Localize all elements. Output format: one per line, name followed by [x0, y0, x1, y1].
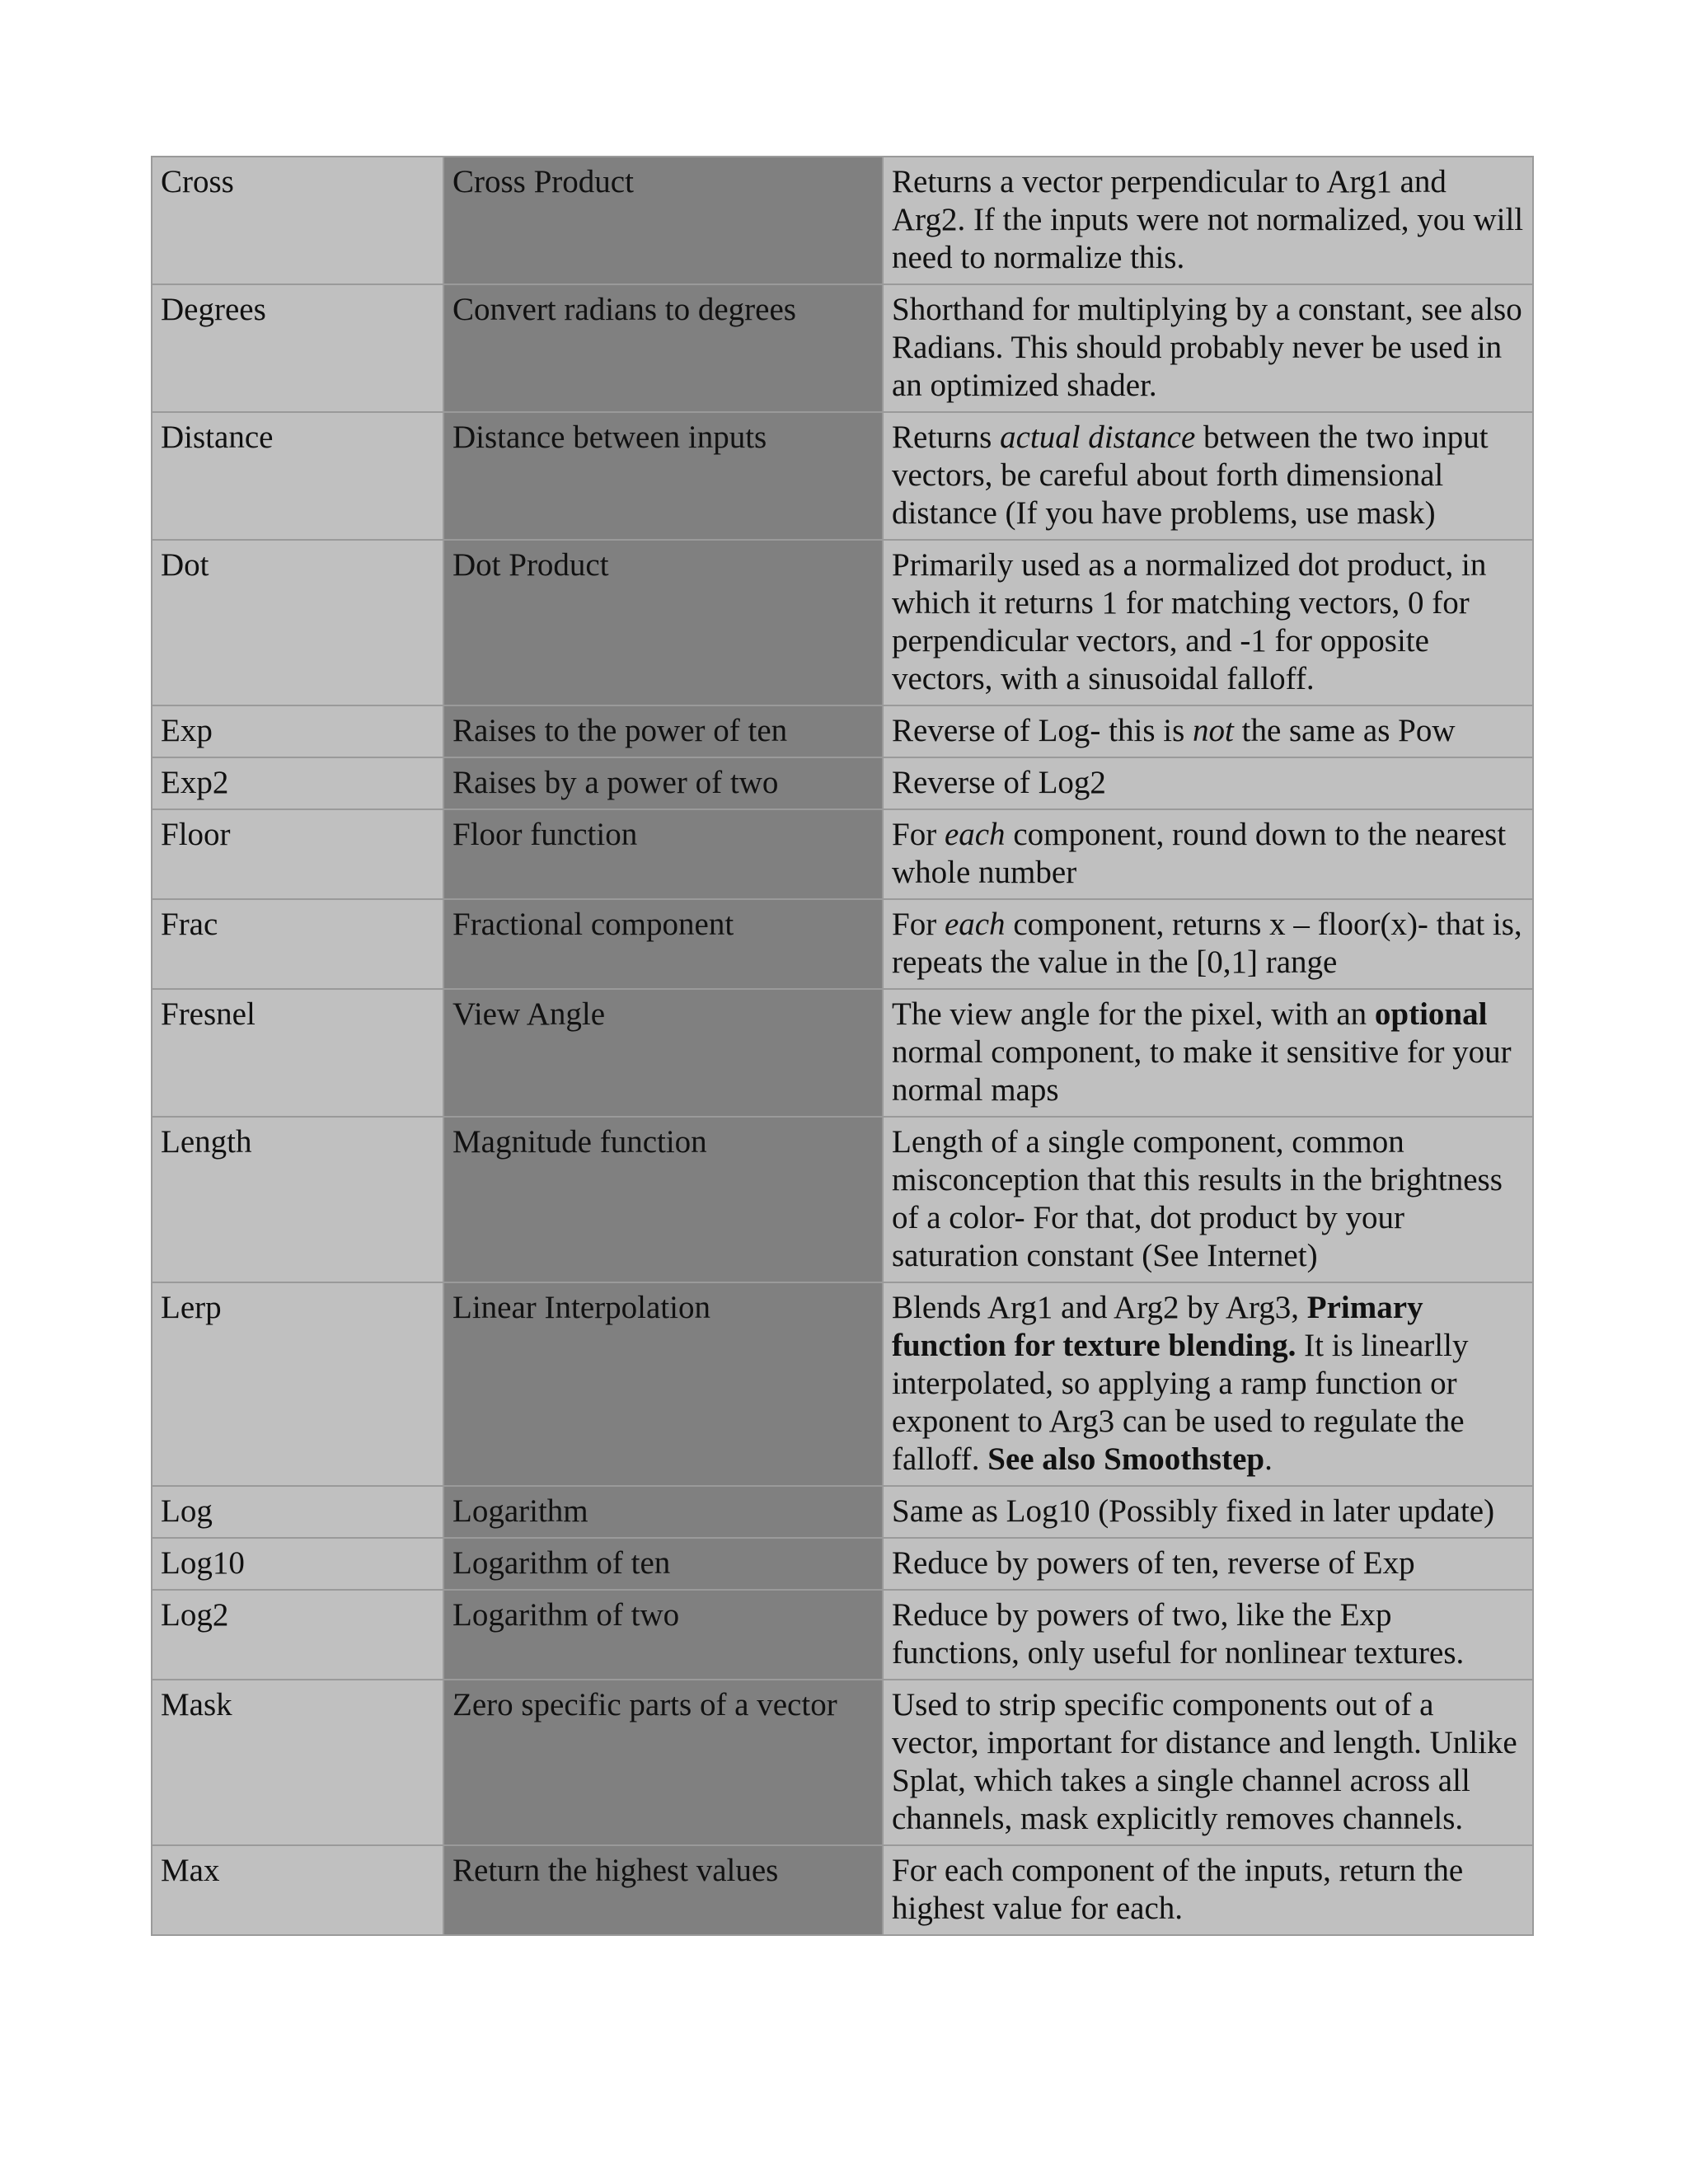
text-segment: Returns [892, 419, 1001, 455]
text-segment: For [892, 907, 945, 942]
italic-text-segment: each [944, 907, 1006, 942]
table-row [152, 284, 1533, 412]
text-segment: . [1264, 1441, 1273, 1477]
table-row [152, 412, 1533, 540]
function-description-cell [883, 1590, 1533, 1680]
table-row [152, 809, 1533, 899]
function-description-cell [883, 1538, 1533, 1590]
text-segment: Reverse of Log2 [892, 765, 1106, 800]
function-summary-cell: Convert radians to degrees [443, 284, 883, 412]
function-description-cell [883, 757, 1533, 809]
text-segment: Same as Log10 (Possibly fixed in later update) [892, 1493, 1495, 1529]
italic-text-segment: each [944, 817, 1006, 852]
function-name-cell: Cross [152, 157, 443, 284]
function-name-cell: Log2 [152, 1590, 443, 1680]
table-row [152, 1845, 1533, 1935]
text-segment: Used to strip specific components out of a vector, important for distance and length. Unlike Splat, which takes a single channel across all channels, mask explicitly removes channels. [892, 1687, 1517, 1836]
function-summary-cell: View Angle [443, 989, 883, 1117]
bold-text-segment: optional [1374, 996, 1488, 1032]
function-description-cell [883, 1845, 1533, 1935]
function-name-cell: Frac [152, 899, 443, 989]
function-summary-cell: Magnitude function [443, 1117, 883, 1282]
text-segment: For each component of the inputs, return the highest value for each. [892, 1853, 1464, 1926]
text-segment: Blends Arg1 and Arg2 by Arg3, [892, 1290, 1307, 1325]
table-row [152, 1282, 1533, 1486]
table-row [152, 989, 1533, 1117]
function-name-cell: Distance [152, 412, 443, 540]
function-description-cell [883, 1117, 1533, 1282]
function-reference-table [151, 156, 1534, 1936]
function-description-cell [883, 705, 1533, 757]
function-description-cell [883, 540, 1533, 705]
function-name-cell: Log [152, 1486, 443, 1538]
function-name-cell: Mask [152, 1680, 443, 1845]
function-summary-cell: Dot Product [443, 540, 883, 705]
table-row [152, 540, 1533, 705]
bold-text-segment: See also Smoothstep [987, 1441, 1265, 1477]
table-body [152, 157, 1533, 1935]
function-summary-cell: Logarithm of two [443, 1590, 883, 1680]
function-name-cell: Degrees [152, 284, 443, 412]
function-description-cell [883, 1282, 1533, 1486]
function-summary-cell: Logarithm [443, 1486, 883, 1538]
text-segment: between the two input vectors, be careful about forth dimensional distance (If you have problems, use mask) [892, 419, 1489, 531]
table-row [152, 1117, 1533, 1282]
text-segment: It is linearlly interpolated, so applying a ramp function or exponent to Arg3 can be used to regulate the falloff. [892, 1328, 1469, 1477]
bold-text-segment: Primary function for texture blending. [892, 1290, 1423, 1363]
function-description-cell [883, 989, 1533, 1117]
text-segment: component, round down to the nearest whole number [892, 817, 1507, 890]
function-summary-cell: Linear Interpolation [443, 1282, 883, 1486]
text-segment: normal component, to make it sensitive for your normal maps [892, 1034, 1512, 1108]
text-segment: Shorthand for multiplying by a constant, see also Radians. This should probably never be used in an optimized shader. [892, 292, 1522, 403]
function-name-cell: Exp [152, 705, 443, 757]
function-name-cell: Lerp [152, 1282, 443, 1486]
table-row [152, 757, 1533, 809]
function-description-cell [883, 284, 1533, 412]
italic-text-segment: actual distance [1000, 419, 1196, 455]
function-name-cell: Length [152, 1117, 443, 1282]
text-segment: Primarily used as a normalized dot product, in which it returns 1 for matching vectors, 0 for perpendicular vectors, and -1 for opposite vectors, with a sinusoidal falloff. [892, 547, 1487, 696]
text-segment: Reduce by powers of two, like the Exp functions, only useful for nonlinear textures. [892, 1597, 1465, 1671]
function-description-cell [883, 899, 1533, 989]
text-segment: Length of a single component, common misconception that this results in the brightness of a color- For that, dot product by your saturation constant (See Internet) [892, 1124, 1503, 1273]
function-summary-cell: Return the highest values [443, 1845, 883, 1935]
function-summary-cell: Fractional component [443, 899, 883, 989]
function-name-cell: Dot [152, 540, 443, 705]
text-segment: Reverse of Log- this is [892, 713, 1193, 748]
text-segment: The view angle for the pixel, with an [892, 996, 1375, 1032]
text-segment: the same as Pow [1233, 713, 1456, 748]
function-summary-cell: Distance between inputs [443, 412, 883, 540]
function-summary-cell: Raises by a power of two [443, 757, 883, 809]
table-row [152, 1486, 1533, 1538]
function-description-cell [883, 412, 1533, 540]
function-name-cell: Exp2 [152, 757, 443, 809]
function-name-cell: Fresnel [152, 989, 443, 1117]
text-segment: component, returns x – floor(x)- that is, repeats the value in the [0,1] range [892, 907, 1522, 980]
text-segment: Returns a vector perpendicular to Arg1 and Arg2. If the inputs were not normalized, you will need to normalize this. [892, 164, 1524, 275]
function-description-cell [883, 809, 1533, 899]
function-description-cell [883, 1486, 1533, 1538]
function-summary-cell: Logarithm of ten [443, 1538, 883, 1590]
table-row [152, 157, 1533, 284]
italic-text-segment: not [1193, 713, 1234, 748]
table-row [152, 1680, 1533, 1845]
function-summary-cell: Zero specific parts of a vector [443, 1680, 883, 1845]
function-description-cell [883, 157, 1533, 284]
function-summary-cell: Floor function [443, 809, 883, 899]
table-row [152, 705, 1533, 757]
table-row [152, 1538, 1533, 1590]
function-summary-cell: Cross Product [443, 157, 883, 284]
function-name-cell: Max [152, 1845, 443, 1935]
table-row [152, 1590, 1533, 1680]
text-segment: Reduce by powers of ten, reverse of Exp [892, 1545, 1415, 1581]
table-row [152, 899, 1533, 989]
text-segment: For [892, 817, 945, 852]
function-description-cell [883, 1680, 1533, 1845]
function-name-cell: Log10 [152, 1538, 443, 1590]
function-summary-cell: Raises to the power of ten [443, 705, 883, 757]
function-name-cell: Floor [152, 809, 443, 899]
